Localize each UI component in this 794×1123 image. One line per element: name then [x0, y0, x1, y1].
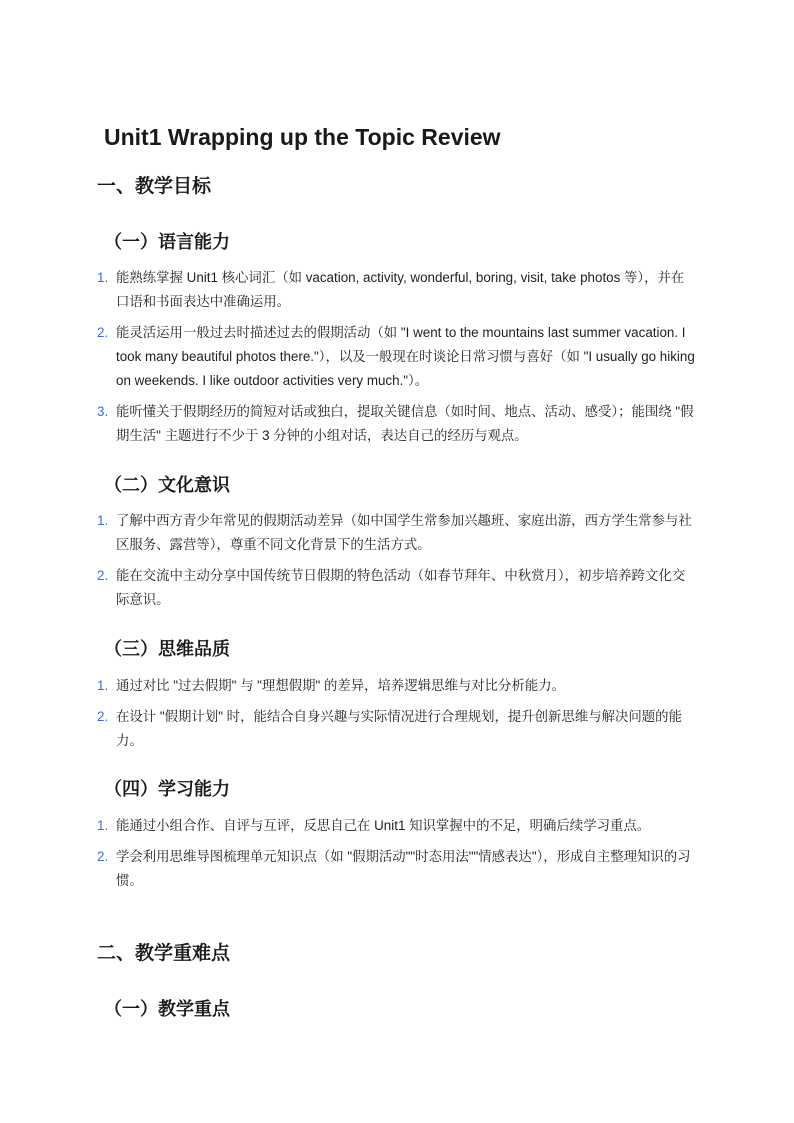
list-item: [97, 814, 697, 838]
list-item: [97, 400, 697, 448]
list-item: [97, 845, 697, 893]
list-number: 1.: [97, 270, 109, 285]
section-heading-teaching-objectives: 一、教学目标: [97, 176, 212, 197]
list-number: 2.: [97, 849, 109, 864]
list-item-text: 能在交流中主动分享中国传统节日假期的特色活动（如春节拜年、中秋赏月），初步培养跨文化交际意识。: [116, 568, 686, 607]
subsection-heading-language-ability: （一）语言能力: [104, 232, 230, 252]
language-ability-list: [97, 266, 697, 455]
list-item: [97, 509, 697, 557]
list-number: 2.: [97, 325, 109, 340]
list-number: 1.: [97, 513, 109, 528]
list-item-text: 通过对比 "过去假期" 与 "理想假期" 的差异，培养逻辑思维与对比分析能力。: [116, 678, 566, 693]
section-heading-key-difficulties: 二、教学重难点: [97, 943, 231, 964]
document-title: Unit1 Wrapping up the Topic Review: [104, 124, 501, 150]
list-item-text: 在设计 "假期计划" 时，能结合自身兴趣与实际情况进行合理规划，提升创新思维与解决问题的能力。: [116, 709, 682, 748]
list-item: [97, 266, 697, 314]
list-item-text: 能通过小组合作、自评与互评，反思自己在 Unit1 知识掌握中的不足，明确后续学习重点。: [116, 818, 651, 833]
list-item-text: 能听懂关于假期经历的简短对话或独白，提取关键信息（如时间、地点、活动、感受）；能围绕 "假期生活" 主题进行不少于 3 分钟的小组对话，表达自己的经历与观点。: [116, 404, 694, 443]
list-number: 3.: [97, 404, 109, 419]
list-number: 2.: [97, 709, 109, 724]
list-item-text: 能灵活运用一般过去时描述过去的假期活动（如 "I went to the mountains last summer vacation. I took many beautiful photos there."），以及一般现在时谈论日常习惯与喜好（如 "I usually go hiking on weekends. I like outdoor activities very much."）。: [116, 325, 695, 388]
list-item: [97, 321, 697, 393]
thinking-quality-list: [97, 674, 697, 760]
list-number: 1.: [97, 818, 109, 833]
list-item-text: 能熟练掌握 Unit1 核心词汇（如 vacation, activity, wonderful, boring, visit, take photos 等），并在口语和书面表达中准确运用。: [116, 270, 685, 309]
list-item-text: 了解中西方青少年常见的假期活动差异（如中国学生常参加兴趣班、家庭出游，西方学生常参与社区服务、露营等），尊重不同文化背景下的生活方式。: [116, 513, 692, 552]
learning-ability-list: [97, 814, 697, 900]
subsection-heading-thinking-quality: （三）思维品质: [104, 639, 230, 659]
list-item: [97, 674, 697, 698]
subsection-heading-teaching-focus: （一）教学重点: [104, 999, 230, 1019]
list-number: 2.: [97, 568, 109, 583]
subsection-heading-cultural-awareness: （二）文化意识: [104, 475, 230, 495]
list-item-text: 学会利用思维导图梳理单元知识点（如 "假期活动""时态用法""情感表达"），形成自主整理知识的习惯。: [116, 849, 691, 888]
list-number: 1.: [97, 678, 109, 693]
subsection-heading-learning-ability: （四）学习能力: [104, 779, 230, 799]
list-item: [97, 564, 697, 612]
cultural-awareness-list: [97, 509, 697, 619]
list-item: [97, 705, 697, 753]
